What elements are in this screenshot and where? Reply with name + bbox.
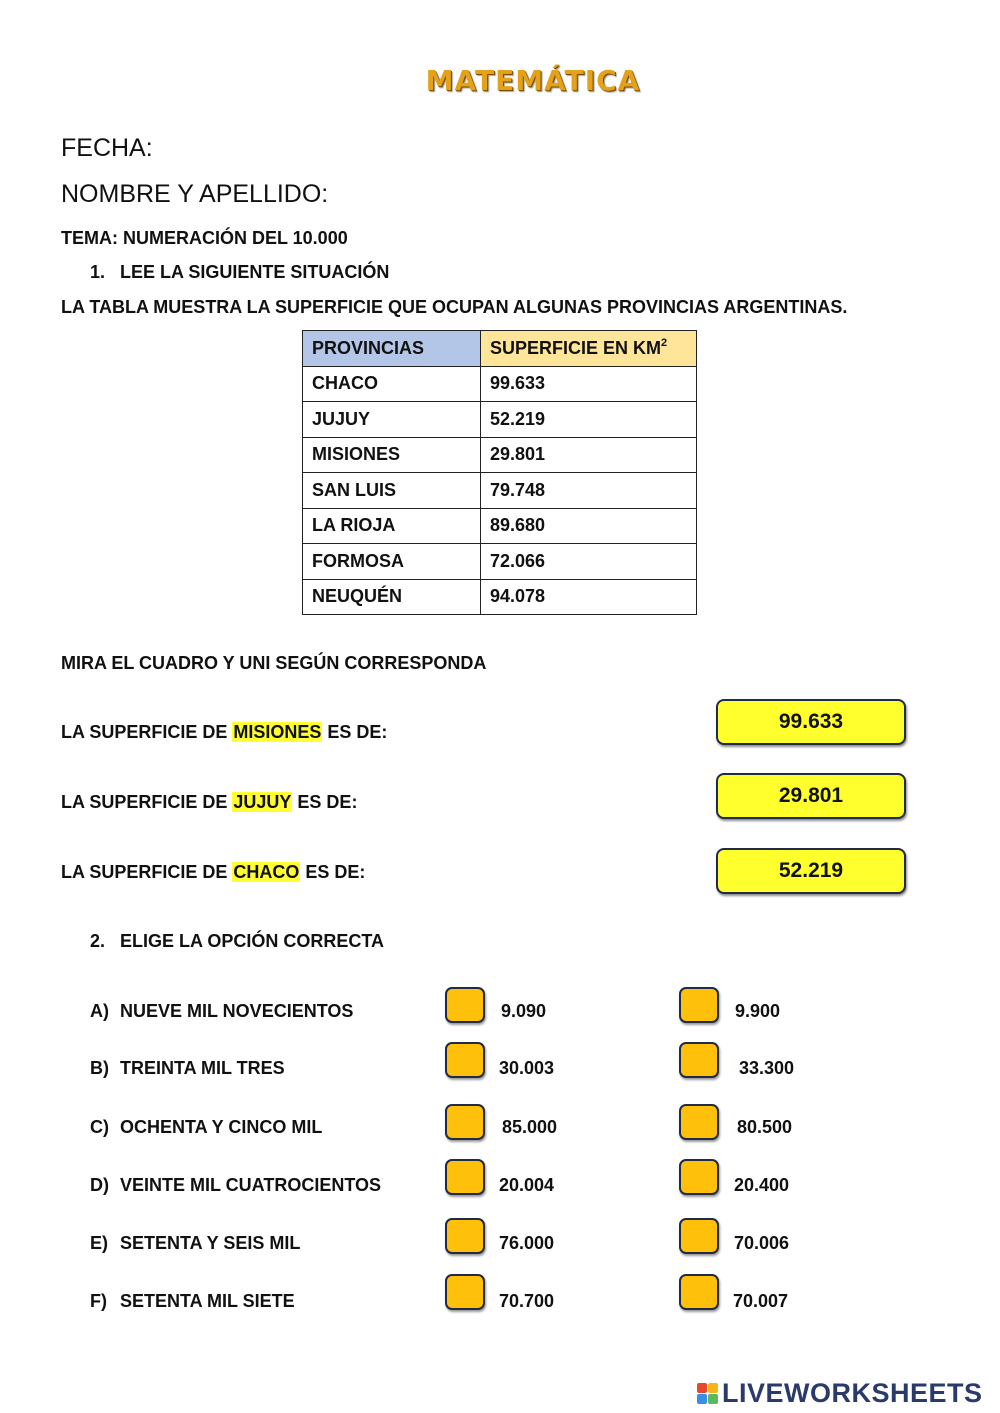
option2-value: 9.900 [735,1001,781,1021]
section2-title: ELIGE LA OPCIÓN CORRECTA [120,931,385,951]
superficie-cell: 72.066 [481,544,697,580]
nombre-label: NOMBRE Y APELLIDO: [61,180,329,208]
fecha-label: FECHA: [61,134,153,162]
superficie-cell: 94.078 [481,579,697,615]
section2-heading [90,931,384,952]
question-letter: B) [90,1058,109,1078]
table-row [303,473,697,509]
checkbox-option1[interactable] [445,1274,485,1310]
question-text: OCHENTA Y CINCO MIL [120,1117,323,1137]
question-label [90,1058,285,1079]
table-row [303,579,697,615]
superficie-cell: 99.633 [481,366,697,402]
checkbox-option1[interactable] [445,987,485,1023]
provincia-cell: FORMOSA [303,544,481,580]
checkbox-option2[interactable] [679,1218,719,1254]
checkbox-option2[interactable] [679,1042,719,1078]
question-label [90,1291,295,1312]
section2-number: 2. [90,931,106,951]
checkbox-option2[interactable] [679,1159,719,1195]
option1-value: 20.004 [499,1175,555,1195]
section1-heading [90,262,389,283]
option2-value: 80.500 [737,1117,793,1137]
header-superficie-sup: 2 [661,336,668,349]
option2-value: 33.300 [739,1058,795,1078]
table-row [303,508,697,544]
question-text: SETENTA Y SEIS MIL [120,1233,301,1253]
table-row [303,437,697,473]
header-superficie-text: SUPERFICIE EN KM [490,337,662,358]
match-prefix: LA SUPERFICIE DE [61,722,228,742]
table-row [303,544,697,580]
provinces-table [302,330,697,615]
superficie-cell: 79.748 [481,473,697,509]
match-prefix: LA SUPERFICIE DE [61,862,228,882]
question-label [90,1117,322,1138]
option1-value: 76.000 [499,1233,555,1253]
match-province-misiones[interactable]: MISIONES [233,722,322,742]
match-suffix: ES DE: [305,862,366,882]
provincia-cell: LA RIOJA [303,508,481,544]
tema-heading: TEMA: NUMERACIÓN DEL 10.000 [61,228,348,248]
checkbox-option2[interactable] [679,1104,719,1140]
superficie-cell: 29.801 [481,437,697,473]
question-label [90,1233,300,1254]
match-suffix: ES DE: [327,722,388,742]
section1-number: 1. [90,262,106,282]
match-suffix: ES DE: [297,792,358,812]
provincia-cell: SAN LUIS [303,473,481,509]
option1-value: 30.003 [499,1058,555,1078]
option1-value: 9.090 [501,1001,547,1021]
superficie-cell: 89.680 [481,508,697,544]
section1-title: LEE LA SIGUIENTE SITUACIÓN [120,262,390,282]
question-letter: E) [90,1233,108,1253]
question-label [90,1175,381,1196]
answer-box[interactable]: 29.801 [716,773,906,819]
question-text: SETENTA MIL SIETE [120,1291,295,1311]
checkbox-option1[interactable] [445,1104,485,1140]
question-label [90,1001,353,1022]
table-header-row [303,331,697,367]
page-title: MATEMÁTICA [425,64,641,97]
match-sentence [61,792,357,813]
checkbox-option1[interactable] [445,1042,485,1078]
match-province-jujuy[interactable]: JUJUY [233,792,292,812]
question-letter: A) [90,1001,109,1021]
checkbox-option1[interactable] [445,1159,485,1195]
option1-value: 85.000 [502,1117,558,1137]
option2-value: 70.006 [734,1233,790,1253]
option1-value: 70.700 [499,1291,555,1311]
match-prefix: LA SUPERFICIE DE [61,792,228,812]
table-row [303,366,697,402]
checkbox-option2[interactable] [679,987,719,1023]
liveworksheets-logo[interactable] [697,1378,983,1409]
liveworksheets-logo-text: LIVEWORKSHEETS [722,1378,983,1408]
question-letter: C) [90,1117,109,1137]
checkbox-option2[interactable] [679,1274,719,1310]
question-text: TREINTA MIL TRES [120,1058,285,1078]
section1-intro: LA TABLA MUESTRA LA SUPERFICIE QUE OCUPAN ALGUNAS PROVINCIAS ARGENTINAS. [61,297,848,317]
answer-box[interactable]: 99.633 [716,699,906,745]
table-row [303,402,697,438]
match-sentence [61,862,365,883]
header-superficie [481,331,697,367]
option2-value: 20.400 [734,1175,790,1195]
question-text: NUEVE MIL NOVECIENTOS [120,1001,354,1021]
provincia-cell: CHACO [303,366,481,402]
liveworksheets-logo-icon [697,1383,718,1404]
provincia-cell: JUJUY [303,402,481,438]
question-letter: D) [90,1175,109,1195]
checkbox-option1[interactable] [445,1218,485,1254]
answer-box[interactable]: 52.219 [716,848,906,894]
header-provincias: PROVINCIAS [303,331,481,367]
provincia-cell: NEUQUÉN [303,579,481,615]
question-text: VEINTE MIL CUATROCIENTOS [120,1175,382,1195]
provincia-cell: MISIONES [303,437,481,473]
question-letter: F) [90,1291,107,1311]
superficie-cell: 52.219 [481,402,697,438]
match-instruction: MIRA EL CUADRO Y UNI SEGÚN CORRESPONDA [61,653,487,673]
option2-value: 70.007 [733,1291,789,1311]
match-sentence [61,722,387,743]
match-province-chaco[interactable]: CHACO [233,862,300,882]
